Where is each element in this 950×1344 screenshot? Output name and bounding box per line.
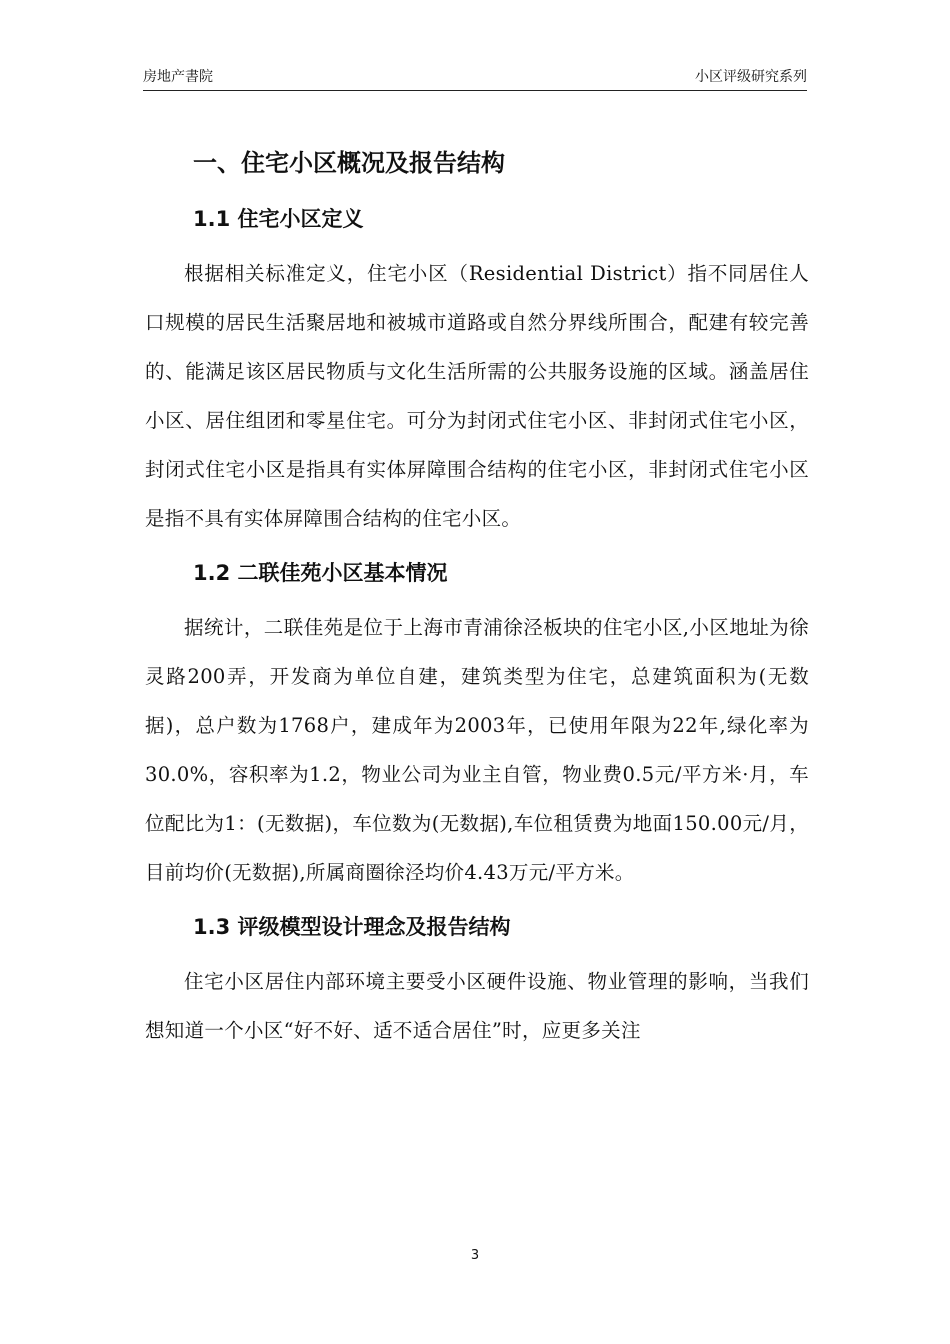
section-title: 一、住宅小区概况及报告结构 [193, 149, 505, 177]
page-header [143, 66, 807, 91]
header-series: 小区评级研究系列 [695, 69, 807, 85]
page-content [145, 138, 809, 1067]
subsection-title-1-2: 1.2 二联佳苑小区基本情况 [193, 561, 448, 585]
header-publisher: 房地产書院 [143, 69, 213, 85]
paragraph-model-design: 住宅小区居住内部环境主要受小区硬件设施、物业管理的影响，当我们想知道一个小区“好不好、适不适合居住”时，应更多关注 [145, 970, 809, 1042]
paragraph-definition: 根据相关标准定义，住宅小区（Residential District）指不同居住人口规模的居民生活聚居地和被城市道路或自然分界线所围合，配建有较完善的、能满足该区居民物质与文化生活所需的公共服务设施的区域。涵盖居住小区、居住组团和零星住宅。可分为封闭式住宅小区、非封闭式住宅小区，封闭式住宅小区是指具有实体屏障围合结构的住宅小区，非封闭式住宅小区是指不具有实体屏障围合结构的住宅小区。 [145, 262, 809, 530]
subsection-title-1-3: 1.3 评级模型设计理念及报告结构 [193, 915, 511, 939]
paragraph-basic-info: 据统计，二联佳苑是位于上海市青浦徐泾板块的住宅小区,小区地址为徐灵路200弄，开发商为单位自建，建筑类型为住宅，总建筑面积为(无数据)，总户数为1768户，建成年为2003年，已使用年限为22年,绿化率为30.0%，容积率为1.2，物业公司为业主自管，物业费0.5元/平方米·月，车位配比为1：(无数据)，车位数为(无数据),车位租赁费为地面150.00元/月，目前均价(无数据),所属商圈徐泾均价4.43万元/平方米。 [145, 616, 809, 884]
page-number: 3 [470, 1248, 480, 1263]
subsection-title-1-1: 1.1 住宅小区定义 [193, 207, 364, 231]
